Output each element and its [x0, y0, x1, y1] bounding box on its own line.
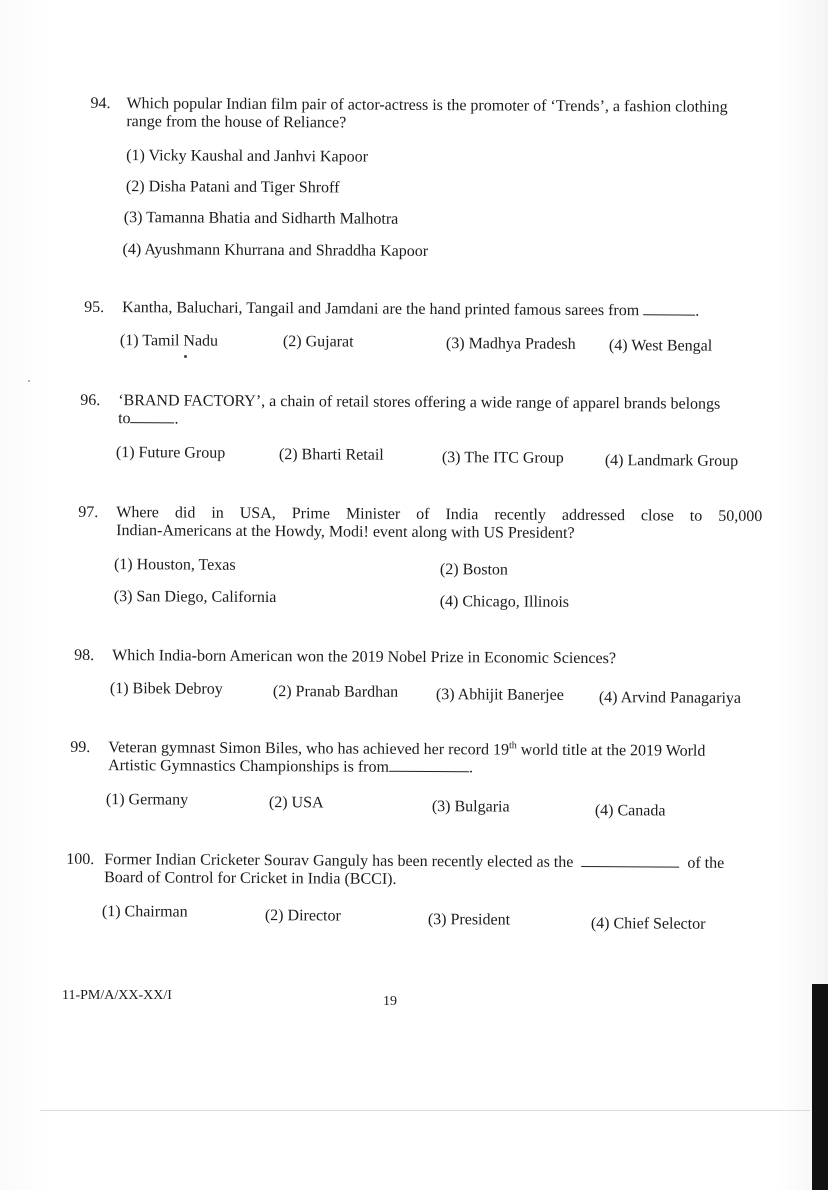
- question-number: 99.: [70, 738, 91, 756]
- question-text: Former Indian Cricketer Sourav Ganguly has been recently elected as the: [104, 851, 574, 871]
- question-number: 100.: [66, 850, 95, 869]
- option-3: (3) President: [427, 911, 511, 929]
- answer-blank: [581, 853, 679, 868]
- line-end: .: [468, 759, 474, 777]
- question-text-line2: [118, 409, 179, 428]
- question-97: [78, 503, 779, 617]
- option-3: (3) San Diego, California: [113, 588, 277, 607]
- question-text-line1: Which India-born American won the 2019 Nobel Prize in Economic Sciences?: [112, 647, 617, 668]
- scan-speck: [28, 380, 30, 382]
- question-96: [80, 391, 781, 485]
- question-text: Artistic Gymnastics Championships is from: [108, 757, 390, 776]
- question-text: to: [118, 410, 131, 428]
- option-1: (1) Houston, Texas: [113, 556, 236, 574]
- option-2: (2) Gujarat: [282, 333, 354, 351]
- option-1: (1) Tamil Nadu: [119, 332, 219, 350]
- question-text-line1: [122, 298, 699, 321]
- question-text-line2: [108, 756, 473, 777]
- option-1: (1) Vicky Kaushal and Janhvi Kapoor: [126, 147, 368, 166]
- option-3: (3) Abhijit Banerjee: [435, 686, 564, 704]
- question-text-line1: Which popular Indian film pair of actor-actress is the promoter of ‘Trends’, a fashion clothing: [126, 95, 728, 116]
- option-1: (1) Bibek Debroy: [109, 680, 223, 698]
- question-100: [66, 850, 767, 944]
- question-text-line2: Board of Control for Cricket in India (BCCI).: [104, 869, 397, 888]
- question-94: [89, 94, 780, 268]
- line-end: .: [174, 410, 179, 428]
- option-4: (4) West Bengal: [608, 337, 713, 355]
- question-text-line2: range from the house of Reliance?: [126, 113, 347, 132]
- option-4: (4) Landmark Group: [604, 452, 739, 470]
- question-95: [84, 298, 784, 372]
- option-2: (2) Bharti Retail: [278, 446, 384, 464]
- option-1: (1) Germany: [105, 791, 189, 809]
- paper-code: 11-PM/A/XX-XX/I: [62, 988, 172, 1003]
- question-number: 98.: [74, 646, 95, 664]
- option-4: (4) Ayushmann Khurrana and Shraddha Kapoor: [122, 241, 429, 260]
- question-98: [74, 646, 774, 710]
- scan-fold-line: [40, 1110, 810, 1111]
- option-1: (1) Future Group: [115, 444, 226, 462]
- option-3: (3) Tamanna Bhatia and Sidharth Malhotra: [123, 209, 399, 228]
- option-2: (2) USA: [268, 794, 324, 812]
- line-end: of the: [687, 854, 725, 872]
- question-text-cont: world title at the 2019 World: [516, 741, 706, 760]
- question-number: 95.: [84, 298, 105, 316]
- question-number: 97.: [78, 503, 99, 521]
- question-number: 94.: [90, 94, 111, 113]
- option-2: (2) Pranab Bardhan: [272, 683, 399, 701]
- option-4: (4) Canada: [594, 802, 666, 820]
- option-1: (1) Chairman: [101, 903, 188, 921]
- option-2: (2) Boston: [439, 561, 508, 579]
- question-text: Kantha, Baluchari, Tangail and Jamdani are the hand printed famous sarees from: [122, 299, 640, 320]
- line-end: .: [695, 302, 700, 320]
- option-2: (2) Disha Patani and Tiger Shroff: [125, 178, 340, 197]
- option-4: (4) Chicago, Illinois: [439, 593, 570, 611]
- option-3: (3) Madhya Pradesh: [445, 335, 576, 353]
- option-3: (3) Bulgaria: [431, 798, 510, 816]
- option-2: (2) Director: [264, 907, 341, 925]
- question-text-line1: Where did in USA, Prime Minister of India recently addressed close to 50,000: [116, 504, 763, 526]
- option-4: (4) Arvind Panagariya: [598, 689, 742, 707]
- superscript: th: [508, 740, 517, 752]
- answer-blank: [131, 409, 175, 423]
- answer-blank: [389, 758, 469, 772]
- question-number: 96.: [80, 391, 101, 409]
- question-text-line1: ‘BRAND FACTORY’, a chain of retail stores offering a wide range of apparel brands belongs: [118, 392, 721, 413]
- question-text: Veteran gymnast Simon Biles, who has achieved her record 19: [108, 739, 510, 759]
- question-99: [70, 738, 771, 832]
- option-3: (3) The ITC Group: [441, 449, 564, 467]
- answer-blank: [643, 301, 695, 315]
- option-4: (4) Chief Selector: [590, 915, 706, 933]
- question-text-line2: Indian-Americans at the Howdy, Modi! event along with US President?: [116, 522, 575, 542]
- page-number: 19: [383, 994, 397, 1009]
- scan-speck: [184, 355, 187, 358]
- scan-edge-shadow: [812, 984, 828, 1190]
